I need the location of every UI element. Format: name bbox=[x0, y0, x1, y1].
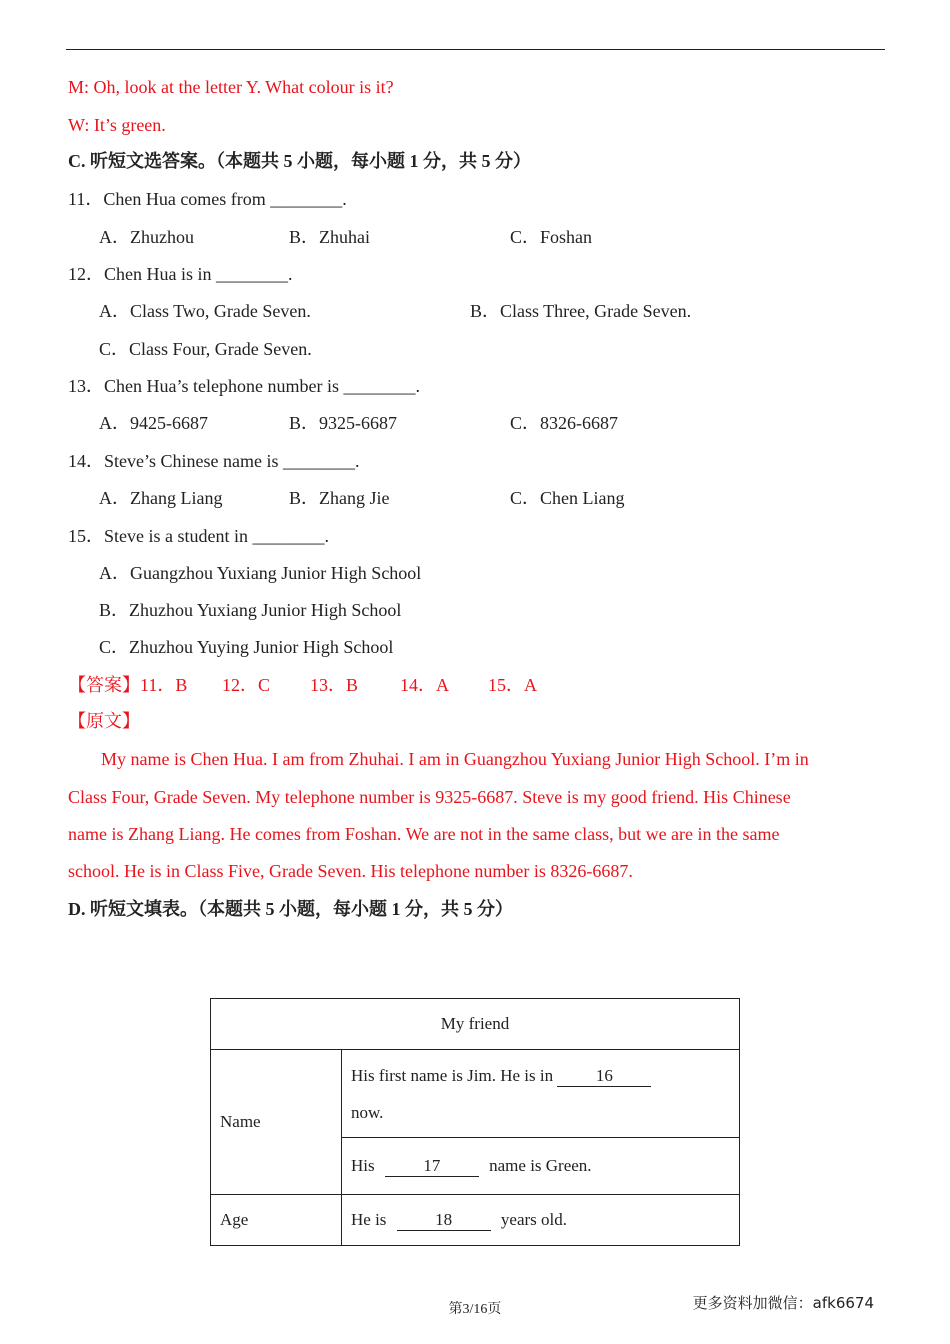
section-d-heading: D. 听短文填表。（本题共 5 小题，每小题 1 分，共 5 分） bbox=[68, 899, 513, 919]
question-12: 12．Chen Hua is in ________. bbox=[68, 264, 293, 284]
wechat-note: 更多资料加微信：afk6674 bbox=[692, 1294, 874, 1312]
transcript-line: Class Four, Grade Seven. My telephone number is 9325-6687. Steve is my good friend. His Chinese bbox=[68, 787, 791, 807]
q11-option-c: C．Foshan bbox=[510, 227, 593, 247]
row-16-post: now. bbox=[351, 1102, 384, 1122]
q15-option-c: C．Zhuzhou Yuying Junior High School bbox=[99, 637, 394, 657]
answer-14: 14．A bbox=[400, 675, 449, 695]
answer-13: 13．B bbox=[310, 675, 359, 695]
q13-option-c: C．8326-6687 bbox=[510, 413, 618, 433]
transcript-line: school. He is in Class Five, Grade Seven. His telephone number is 8326-6687. bbox=[68, 861, 633, 881]
q11-option-a: A．Zhuzhou bbox=[99, 227, 194, 247]
q15-option-a: A．Guangzhou Yuxiang Junior High School bbox=[99, 563, 422, 583]
answer-12: 12．C bbox=[222, 675, 271, 695]
answer-11: 11．B bbox=[140, 675, 188, 695]
q13-option-b: B．9325-6687 bbox=[289, 413, 397, 433]
dialogue-m-line: M: Oh, look at the letter Y. What colour is it? bbox=[68, 77, 394, 97]
row-17-post: name is Green. bbox=[489, 1155, 592, 1175]
row-17-text: His bbox=[351, 1155, 375, 1175]
age-label: Age bbox=[211, 1195, 342, 1246]
row-18-cell bbox=[342, 1195, 740, 1246]
friend-table bbox=[210, 998, 740, 1246]
question-11: 11．Chen Hua comes from ________. bbox=[68, 189, 347, 209]
blank-16: 16 bbox=[557, 1066, 651, 1087]
row-18-text: He is bbox=[351, 1209, 387, 1229]
name-label: Name bbox=[211, 1050, 342, 1195]
q14-option-c: C．Chen Liang bbox=[510, 488, 625, 508]
transcript-label: 【原文】 bbox=[68, 711, 140, 731]
dialogue-w-line: W: It’s green. bbox=[68, 115, 166, 135]
q12-option-b: B．Class Three, Grade Seven. bbox=[470, 301, 692, 321]
page-number: 第3/16页 bbox=[448, 1302, 502, 1317]
q11-option-b: B．Zhuhai bbox=[289, 227, 370, 247]
header-rule bbox=[66, 49, 885, 50]
answer-line bbox=[68, 674, 537, 696]
section-c-heading: C. 听短文选答案。（本题共 5 小题，每小题 1 分，共 5 分） bbox=[68, 151, 531, 171]
question-13: 13．Chen Hua’s telephone number is ________. bbox=[68, 376, 420, 396]
transcript-line: name is Zhang Liang. He comes from Foshan. We are not in the same class, but we are in the same bbox=[68, 824, 780, 844]
answer-15: 15．A bbox=[488, 675, 537, 695]
q14-option-a: A．Zhang Liang bbox=[99, 488, 223, 508]
question-15: 15．Steve is a student in ________. bbox=[68, 526, 329, 546]
answer-label: 【答案】 bbox=[68, 675, 140, 695]
row-18-post: years old. bbox=[500, 1209, 568, 1229]
q13-option-a: A．9425-6687 bbox=[99, 413, 208, 433]
row-17-cell bbox=[342, 1138, 740, 1195]
transcript-line: My name is Chen Hua. I am from Zhuhai. I am in Guangzhou Yuxiang Junior High School. I’m in bbox=[101, 749, 809, 769]
q12-option-a: A．Class Two, Grade Seven. bbox=[99, 301, 311, 321]
table-title: My friend bbox=[211, 999, 740, 1050]
q12-option-c: C．Class Four, Grade Seven. bbox=[99, 339, 312, 359]
question-14: 14．Steve’s Chinese name is ________. bbox=[68, 451, 360, 471]
blank-17: 17 bbox=[385, 1156, 479, 1177]
q15-option-b: B．Zhuzhou Yuxiang Junior High School bbox=[99, 600, 402, 620]
q14-option-b: B．Zhang Jie bbox=[289, 488, 390, 508]
blank-18: 18 bbox=[397, 1210, 491, 1231]
row-16-cell bbox=[342, 1050, 740, 1138]
row-16-text: His first name is Jim. He is in bbox=[351, 1065, 554, 1085]
